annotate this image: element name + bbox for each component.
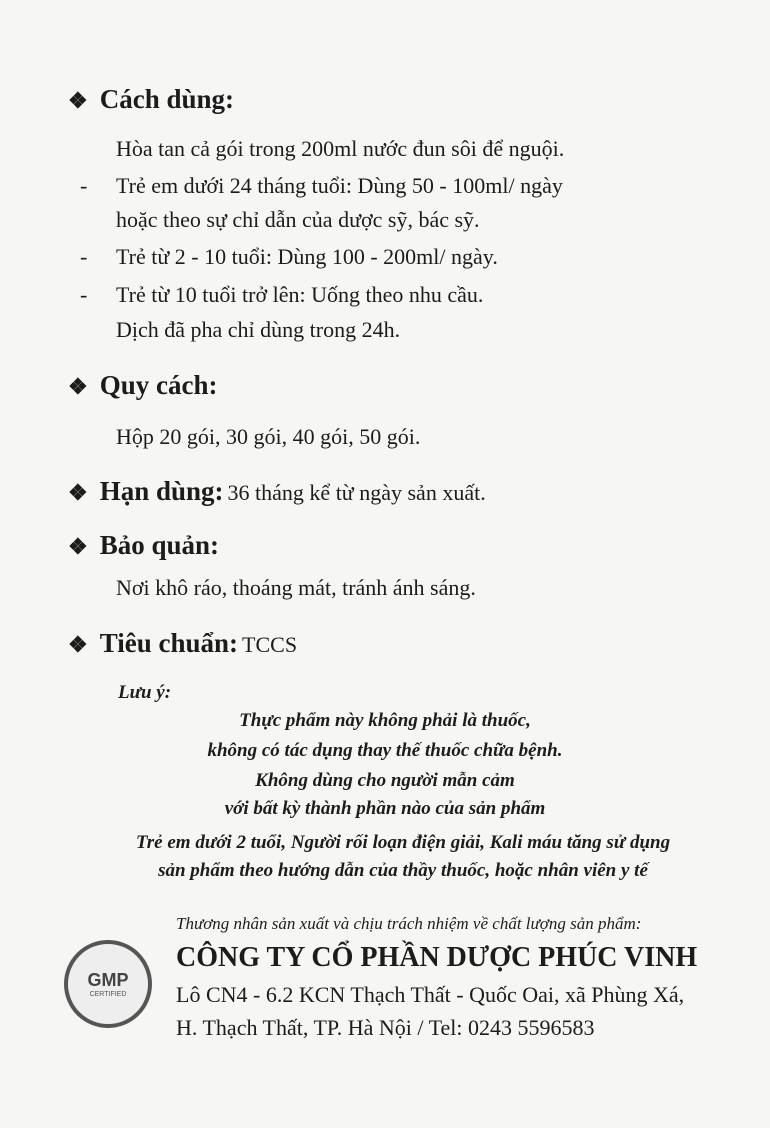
heading-text: Quy cách: <box>99 370 218 400</box>
note-line: Không dùng cho người mẫn cảm <box>255 770 515 791</box>
diamond-bullet-icon: ❖ <box>68 534 88 559</box>
heading-text: Tiêu chuẩn: <box>99 628 239 658</box>
company-address: Lô CN4 - 6.2 KCN Thạch Thất - Quốc Oai, xã Phùng Xá, <box>176 982 685 1007</box>
manufacturer-label: Thương nhân sản xuất và chịu trách nhiệm về chất lượng sản phẩm: <box>176 914 642 933</box>
expiry-row <box>68 476 486 507</box>
usage-heading <box>68 84 234 115</box>
note-line: Trẻ em dưới 2 tuổi, Người rối loạn điện giải, Kali máu tăng sử dụng <box>135 832 671 853</box>
usage-line: hoặc theo sự chỉ dẫn của dược sỹ, bác sỹ. <box>116 207 480 232</box>
note-heading: Lưu ý: <box>118 682 172 703</box>
standard-row <box>68 628 297 659</box>
storage-text: Nơi khô ráo, thoáng mát, tránh ánh sáng. <box>116 575 476 600</box>
dash: - <box>80 282 88 307</box>
note-line: sản phẩm theo hướng dẫn của thầy thuốc, hoặc nhân viên y tế <box>158 860 648 881</box>
note-line: với bất kỳ thành phần nào của sản phẩm <box>224 798 546 819</box>
dash: - <box>80 244 88 269</box>
usage-line: Dịch đã pha chỉ dùng trong 24h. <box>116 317 401 342</box>
company-address-phone: H. Thạch Thất, TP. Hà Nội / Tel: 0243 5596583 <box>176 1015 595 1040</box>
usage-line: Trẻ em dưới 24 tháng tuổi: Dùng 50 - 100ml/ ngày <box>116 173 563 198</box>
diamond-bullet-icon: ❖ <box>68 480 88 505</box>
expiry-text: 36 tháng kể từ ngày sản xuất. <box>227 480 486 505</box>
note-line: Thực phẩm này không phải là thuốc, <box>239 710 531 731</box>
usage-line: Hòa tan cả gói trong 200ml nước đun sôi để nguội. <box>116 136 565 161</box>
diamond-bullet-icon: ❖ <box>68 374 88 399</box>
usage-line: Trẻ từ 2 - 10 tuổi: Dùng 100 - 200ml/ ngày. <box>116 244 498 269</box>
heading-text: Cách dùng: <box>99 84 235 114</box>
dash: - <box>80 173 88 198</box>
packaging-heading <box>68 370 217 401</box>
note-line: không có tác dụng thay thế thuốc chữa bệnh. <box>207 740 563 761</box>
gmp-certified-logo <box>64 940 152 1028</box>
heading-text: Hạn dùng: <box>99 476 224 506</box>
standard-text: TCCS <box>242 632 298 657</box>
logo-text: GMP <box>87 970 129 990</box>
usage-line: Trẻ từ 10 tuổi trở lên: Uống theo nhu cầu. <box>116 282 484 307</box>
diamond-bullet-icon: ❖ <box>68 88 88 113</box>
packaging-text: Hộp 20 gói, 30 gói, 40 gói, 50 gói. <box>116 424 421 449</box>
company-name: CÔNG TY CỔ PHẦN DƯỢC PHÚC VINH <box>176 942 698 973</box>
logo-subtext: CERTIFIED <box>89 991 127 998</box>
diamond-bullet-icon: ❖ <box>68 632 88 657</box>
storage-heading <box>68 530 219 561</box>
heading-text: Bảo quản: <box>99 530 220 560</box>
